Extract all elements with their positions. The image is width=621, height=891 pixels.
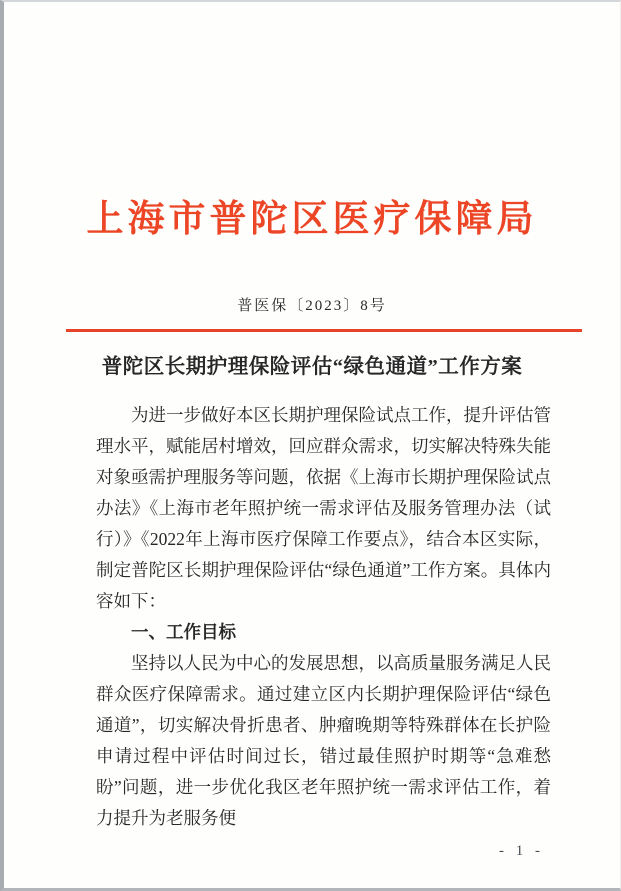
red-divider-line — [66, 329, 582, 332]
body-paragraph: 为进一步做好本区长期护理保险试点工作，提升评估管理水平，赋能居村增效，回应群众需求，切实解决特殊失能对象亟需护理服务等问题，依据《上海市长期护理保险试点办法》《上海市老年照护统一需求评估及服务管理办法（试行）》《2022年上海市医疗保障工作要点》，结合本区实际，制定普陀区长期护理保险评估“绿色通道”工作方案。具体内容如下： — [96, 405, 551, 611]
page-number: - 1 - — [499, 843, 544, 859]
document-body — [96, 400, 551, 834]
section-heading: 一、工作目标 — [131, 622, 236, 642]
agency-title: 上海市普陀区医疗保障局 — [86, 199, 538, 240]
body-paragraph: 坚持以人民为中心的发展思想，以高质量服务满足人民群众医疗保障需求。通过建立区内长期护理保险评估“绿色通道”，切实解决骨折患者、肿瘤晚期等特殊群体在长护险申请过程中评估时间过长，错过最佳照护时期等“急难愁盼”问题，进一步优化我区老年照护统一需求评估工作，着力提升为老服务便 — [96, 653, 551, 828]
document-title: 普陀区长期护理保险评估“绿色通道”工作方案 — [101, 356, 523, 378]
doc-number: 普医保〔2023〕8号 — [237, 298, 387, 314]
